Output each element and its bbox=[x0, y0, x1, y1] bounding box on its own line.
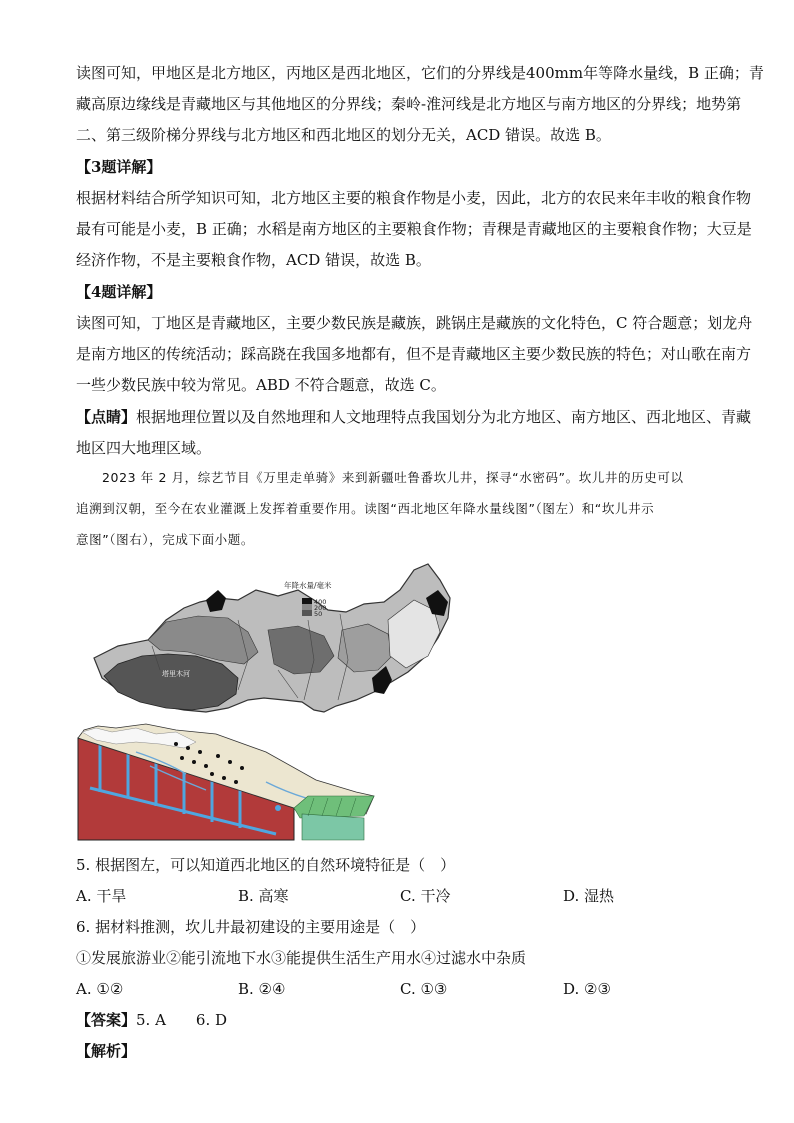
q5-option-a[interactable]: A. 干旱 bbox=[76, 887, 127, 905]
passage-line-1: 2023 年 2 月，综艺节目《万里走单骑》来到新疆吐鲁番坎儿井，探寻“水密码”。坎儿井的历史可以 bbox=[102, 470, 684, 485]
legend-swatch-200 bbox=[302, 604, 312, 610]
note-line-1 bbox=[76, 407, 751, 427]
q6-option-a[interactable]: A. ①② bbox=[76, 980, 124, 998]
q2-explanation-line-2: 藏高原边缘线是青藏地区与其他地区的分界线；秦岭-淮河线是北方地区与南方地区的分界线；地势第 bbox=[76, 95, 742, 113]
q2-explanation-line-1: 读图可知，甲地区是北方地区，丙地区是西北地区，它们的分界线是400mm年等降水量线，B 正确；青 bbox=[76, 64, 764, 82]
tarim-river-label: 塔里木河 bbox=[162, 670, 190, 678]
answer-text: 5. A 6. D bbox=[136, 1011, 228, 1029]
q6-option-b[interactable]: B. ②④ bbox=[238, 980, 286, 998]
karez-outlet-pool bbox=[275, 805, 281, 811]
legend-value-400: 400 bbox=[314, 598, 327, 606]
passage-line-3: 意图”（图右），完成下面小题。 bbox=[76, 532, 254, 547]
q3-header: 【3题详解】 bbox=[76, 158, 162, 176]
q5-option-b[interactable]: B. 高寒 bbox=[238, 887, 289, 905]
q6-choices-line: ①发展旅游业②能引流地下水③能提供生活生产用水④过滤水中杂质 bbox=[76, 949, 527, 967]
note-line-2: 地区四大地理区域。 bbox=[76, 439, 212, 457]
answer-line bbox=[76, 1010, 227, 1030]
q6-option-c[interactable]: C. ①③ bbox=[400, 980, 448, 998]
q5-stem: 5. 根据图左，可以知道西北地区的自然环境特征是（ ） bbox=[76, 856, 456, 874]
q4-explanation-line-2: 是南方地区的传统活动；踩高跷在我国多地都有，但不是青藏地区主要少数民族的特色；对山歌在南方 bbox=[76, 345, 752, 363]
legend-value-50: 50 bbox=[314, 610, 323, 618]
q3-explanation-line-1: 根据材料结合所学知识可知，北方地区主要的粮食作物是小麦，因此，北方的农民来年丰收的粮食作物 bbox=[76, 189, 752, 207]
northwest-precipitation-map bbox=[88, 560, 468, 720]
q5-option-c[interactable]: C. 干冷 bbox=[400, 887, 451, 905]
passage-line-2: 追溯到汉朝，至今在农业灌溉上发挥着重要作用。读图“西北地区年降水量线图”（图左）和“坎儿井示 bbox=[76, 501, 655, 516]
legend-value-200: 200 bbox=[314, 604, 327, 612]
q6-stem: 6. 据材料推测，坎儿井最初建设的主要用途是（ ） bbox=[76, 918, 426, 936]
legend-swatch-400 bbox=[302, 598, 312, 604]
q4-header: 【4题详解】 bbox=[76, 283, 162, 301]
q5-option-d[interactable]: D. 湿热 bbox=[563, 887, 615, 905]
note-label: 【点睛】 bbox=[76, 408, 137, 426]
q2-explanation-line-3: 二、第三级阶梯分界线与北方地区和西北地区的划分无关，ACD 错误。故选 B。 bbox=[76, 126, 611, 144]
legend-title: 年降水量/毫米 bbox=[284, 581, 332, 590]
answer-label: 【答案】 bbox=[76, 1011, 137, 1029]
karez-diagram bbox=[76, 722, 376, 844]
note-text-1: 根据地理位置以及自然地理和人文地理特点我国划分为北方地区、南方地区、西北地区、青藏 bbox=[136, 408, 752, 426]
q4-explanation-line-3: 一些少数民族中较为常见。ABD 不符合题意，故选 C。 bbox=[76, 376, 446, 394]
precipitation-zone-lowest bbox=[104, 654, 238, 710]
q6-option-d[interactable]: D. ②③ bbox=[563, 980, 611, 998]
q3-explanation-line-2: 最有可能是小麦，B 正确；水稻是南方地区的主要粮食作物；青稞是青藏地区的主要粮食作物；大豆是 bbox=[76, 220, 752, 238]
analysis-label: 【解析】 bbox=[76, 1042, 137, 1060]
q4-explanation-line-1: 读图可知，丁地区是青藏地区，主要少数民族是藏族，跳锅庄是藏族的文化特色，C 符合题意；划龙舟 bbox=[76, 314, 753, 332]
karez-oasis-section bbox=[302, 814, 364, 840]
q3-explanation-line-3: 经济作物，不是主要粮食作物，ACD 错误，故选 B。 bbox=[76, 251, 431, 269]
legend-swatch-50 bbox=[302, 610, 312, 616]
